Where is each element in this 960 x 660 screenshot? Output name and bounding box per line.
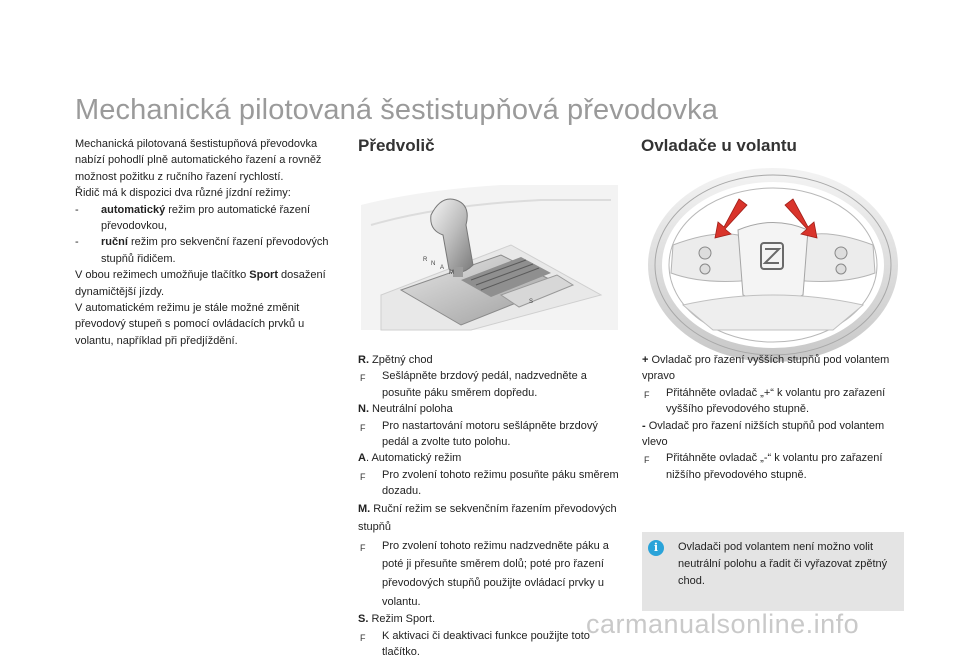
- bullet-marker-icon: F: [360, 373, 366, 384]
- heading-predvolic: Předvolič: [358, 136, 435, 155]
- watermark: carmanualsonline.info: [586, 609, 860, 639]
- gear-selector-illustration: [361, 185, 618, 330]
- gear-label-a: A: [440, 265, 445, 271]
- gear-label-n: N: [431, 261, 436, 267]
- intro-column: [75, 136, 340, 349]
- bullet-marker-icon: F: [360, 471, 366, 482]
- page-title: Mechanická pilotovaná šestistupňová převodovka: [75, 94, 718, 126]
- intro-paragraph-3: V obou režimech umožňuje tlačítko Sport dosažení dynamičtější jízdy.: [75, 269, 326, 298]
- bullet-marker-icon: F: [360, 542, 366, 553]
- heading-ovladace: Ovladače u volantu: [641, 136, 797, 155]
- gear-label-s: S: [529, 299, 534, 305]
- ovladace-column: [642, 352, 904, 483]
- bullet-marker-icon: F: [644, 389, 650, 400]
- item-s: S. Režim Sport. F K aktivaci či deaktivaci funkce použijte toto tlačítko.: [358, 611, 623, 660]
- intro-paragraph-2: Řidič má k dispozici dva různé jízdní režimy:: [75, 187, 291, 200]
- item-minus: - Ovladač pro řazení nižších stupňů pod volantem vlevo F Přitáhněte ovladač „-“ k volantu pro zařazení nižšího převodového stupně.: [642, 418, 904, 484]
- mode-manual: - ruční režim pro sekvenční řazení převodových stupňů řidičem.: [75, 236, 329, 265]
- intro-paragraph-4: V automatickém režimu je stále možné změnit převodový stupeň s pomocí ovládacích prvků u volantu, například při předjíždění.: [75, 302, 305, 347]
- gear-label-m: M: [449, 270, 454, 276]
- mode-automatic: - automatický režim pro automatické řazení převodovkou,: [75, 203, 311, 233]
- item-r: R. Zpětný chod F Sešlápněte brzdový pedál, nadzvedněte a posuňte páku směrem dopředu.: [358, 352, 623, 401]
- steering-wheel-illustration: [643, 185, 904, 330]
- item-m: M. Ruční režim se sekvenčním řazením převodových stupňů F Pro zvolení tohoto režimu nadzvedněte páku a poté ji přesuňte směrem dolů; poté pro řazení převodových stupňů použijte ovládací prvky u volantu.: [358, 500, 623, 612]
- intro-paragraph-1: Mechanická pilotovaná šestistupňová převodovka nabízí pohodlí plně automatického řazení a rovněž možnost požitku z ručního řazení rychlostí.: [75, 138, 322, 183]
- info-note-text: Ovladači pod volantem není možno volit neutrální polohu a řadit či vyřazovat zpětný chod.: [678, 541, 888, 587]
- item-n: N. Neutrální poloha F Pro nastartování motoru sešlápněte brzdový pedál a zvolte tuto polohu.: [358, 401, 623, 450]
- mode-manual-label: ruční: [101, 236, 128, 249]
- item-plus: + Ovladač pro řazení vyšších stupňů pod volantem vpravo F Přitáhněte ovladač „+“ k volantu pro zařazení vyššího převodového stupně.: [642, 352, 904, 418]
- info-icon: i: [648, 540, 664, 556]
- info-note: [642, 532, 904, 611]
- mode-automatic-label: automatický: [101, 203, 166, 216]
- bullet-marker-icon: F: [360, 632, 366, 643]
- gear-label-r: R: [423, 257, 428, 263]
- bullet-marker-icon: F: [360, 422, 366, 433]
- item-a: A. Automatický režim F Pro zvolení tohoto režimu posuňte páku směrem dozadu.: [358, 450, 623, 499]
- predvolic-column: [358, 352, 623, 660]
- bullet-marker-icon: F: [644, 455, 650, 466]
